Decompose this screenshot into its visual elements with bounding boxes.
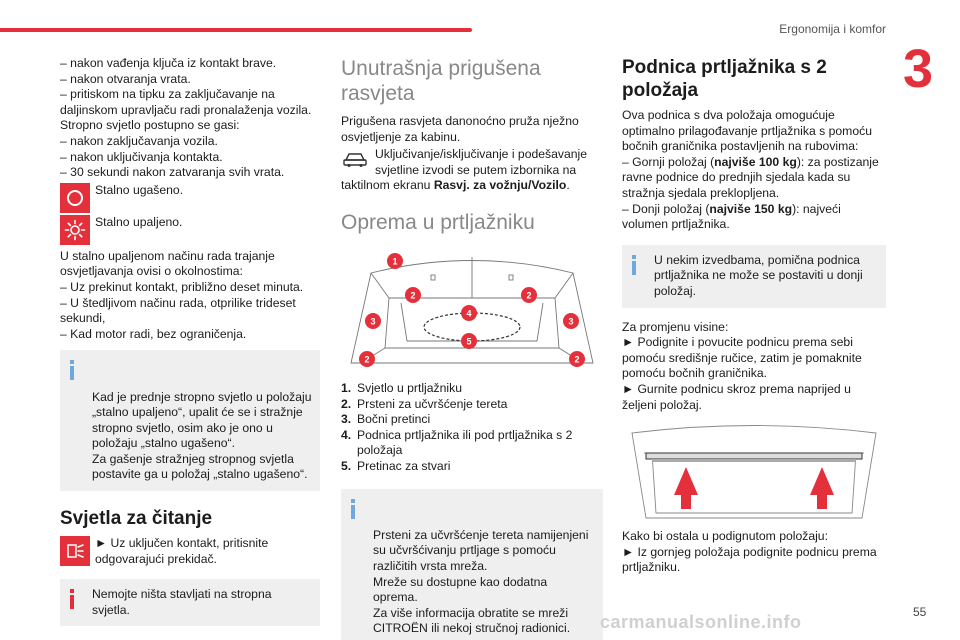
floor-intro: Ova podnica s dva položaja omogućuje optimalno prilagođavanje prtljažnika s pomoću bočnih graničnika postavljenih na rubovima: [622, 108, 872, 154]
info-box [622, 245, 886, 308]
item-text: Podnica prtljažnika ili pod prtljažnika s 2 položaja [357, 427, 573, 458]
mode-on-label: Stalno upaljeno. [95, 214, 183, 229]
mode-off-row [60, 183, 320, 213]
floor-diagram [622, 423, 886, 523]
callout-2-label: 2 [526, 290, 532, 301]
boot-equipment-illustration [341, 243, 603, 373]
permanent-mode-text [60, 249, 320, 343]
mode-off-label: Stalno ugašeno. [95, 182, 184, 197]
callout-4-label: 4 [466, 308, 472, 319]
watermark: carmanualsonline.info [600, 612, 802, 632]
list-item [341, 397, 603, 413]
text-line: – Kad motor radi, bez ograničenja. [60, 326, 247, 341]
lower-position-text [622, 202, 886, 233]
boot-equipment-heading: Oprema u prtljažniku [341, 210, 535, 234]
reading-light-icon [60, 536, 90, 566]
sun-on-icon [60, 215, 90, 245]
change-height-text [622, 320, 886, 414]
boot-diagram [341, 243, 603, 373]
text-line: Kako bi ostala u podignutom položaju: [622, 529, 828, 544]
raised-position-text [622, 529, 886, 576]
warning-icon [70, 589, 74, 607]
column-3 [622, 56, 886, 576]
list-item [341, 412, 603, 428]
callout-2-label: 2 [364, 354, 370, 365]
info-box [341, 489, 603, 640]
callout-3-label: 3 [568, 316, 574, 327]
info-text: U nekim izvedbama, pomična podnica prtljažnika ne može se postaviti u donji položaj. [654, 252, 863, 298]
ambient-para-2 [341, 147, 603, 194]
callout-5-label: 5 [466, 336, 472, 347]
text-line: Za promjenu visine: [622, 319, 729, 334]
column-1 [60, 56, 320, 626]
up-arrow-left-icon [674, 467, 698, 509]
info-text: Kad je prednje stropno svjetlo u položaju „stalno upaljeno“, upalit će se i stražnje stropno svjetlo, osim ako je ono u položaju „stalno ugašeno“. Za gašenje stražnjeg stropnog svjetla postavite ga u položaj „stalno ugašeno“. [92, 389, 312, 482]
ambient-para-2-text: Uključivanje/isključivanje i podešavanje svjetline izvodi se putem izbornika na taktilnom ekranu [341, 147, 588, 193]
car-settings-icon [341, 147, 369, 169]
list-item [341, 459, 603, 475]
text-line: – nakon uključivanja kontakta. [60, 149, 223, 164]
page-number: 55 [913, 605, 927, 619]
text-line: – nakon zaključavanja vozila. [60, 133, 218, 148]
callout-3-label: 3 [370, 316, 376, 327]
header-accent-bar [0, 28, 472, 32]
text-line: Stropno svjetlo postupno se gasi: [60, 118, 240, 133]
callout-2-label: 2 [574, 354, 580, 365]
ambient-para-2-end: . [566, 178, 570, 193]
reading-lights-heading: Svjetla za čitanje [60, 508, 213, 530]
item-text: Bočni pretinci [357, 412, 431, 427]
item-number: 1. [341, 380, 352, 395]
mode-on-row [60, 215, 320, 245]
info-text: Prsteni za učvršćenje tereta namijenjeni su učvršćivanju prtljage s pomoću različitih vrsta mreža. Mreže su dostupne kao dodatna oprema. Za više informacija obratite se mreži CITROËN ili nekoj stručnoj radionici. [373, 527, 589, 636]
upper-pre: – Gornji položaj ( [622, 154, 715, 169]
boot-floor-illustration [622, 423, 886, 523]
info-icon [632, 255, 636, 273]
callout-2-label: 2 [410, 290, 416, 301]
text-line: – U štedljivom načinu rada, otprilike trideset sekundi, [60, 295, 296, 326]
item-text: Prsteni za učvršćenje tereta [357, 396, 508, 411]
list-item [341, 428, 603, 459]
warning-box [60, 579, 320, 626]
lower-pre: – Donji položaj ( [622, 201, 710, 216]
lower-load-limit: najviše 150 kg [709, 201, 793, 216]
text-line: U stalno upaljenom načinu rada trajanje osvjetljavanja ovisi o okolnostima: [60, 248, 275, 279]
upper-post: ): za postizanje ravne podnice do prednjih sjedala kada su stražnja sjedala preklopljena. [622, 154, 879, 200]
column-2 [341, 56, 603, 640]
upper-load-limit: najviše 100 kg [714, 154, 797, 169]
lower-post: ): najveći volumen prtljažnika. [622, 201, 841, 232]
text-line: – nakon vađenja ključa iz kontakt brave. [60, 56, 277, 70]
text-line: – 30 sekundi nakon zatvaranja svih vrata. [60, 165, 285, 180]
item-number: 2. [341, 396, 352, 411]
ambient-lighting-heading: Unutrašnja prigušena rasvjeta [341, 57, 541, 105]
section-title: Ergonomija i komfor [779, 22, 886, 36]
upper-position-text [622, 155, 886, 202]
text-line: ► Iz gornjeg položaja podignite podnicu prema prtljažniku. [622, 544, 877, 575]
item-text: Pretinac za stvari [357, 458, 451, 473]
circle-off-icon [60, 183, 90, 213]
callout-1-label: 1 [392, 256, 398, 267]
text-line: – Uz prekinut kontakt, približno deset minuta. [60, 279, 304, 294]
item-text: Svjetlo u prtljažniku [357, 380, 462, 395]
reading-text: ► Uz uključen kontakt, pritisnite odgovarajući prekidač. [95, 536, 269, 566]
boot-items-list [341, 381, 603, 475]
text-line: ► Gurnite podnicu skroz prema naprijed u željeni položaj. [622, 381, 851, 412]
up-arrow-right-icon [810, 467, 834, 509]
warning-text: Nemojte ništa stavljati na stropna svjetla. [92, 587, 272, 617]
text-line: – nakon otvaranja vrata. [60, 71, 191, 86]
info-icon [70, 360, 74, 378]
floor-heading: Podnica prtljažnika s 2 položaja [622, 57, 827, 101]
info-icon [351, 499, 355, 517]
chapter-number: 3 [903, 39, 934, 99]
text-line: ► Podignite i povucite podnicu prema sebi pomoću središnje ručice, zatim je pomaknite pomoću bočnih graničnika. [622, 335, 862, 381]
ambient-para-1: Prigušena rasvjeta danonoćno pruža nježno osvjetljenje za kabinu. [341, 114, 579, 144]
text-line: – pritiskom na tipku za zaključavanje na daljinskom upravljaču radi pronalaženja vozila. [60, 87, 312, 117]
item-number: 5. [341, 458, 352, 473]
info-box [60, 350, 320, 491]
lights-on-list [60, 56, 320, 181]
item-number: 3. [341, 412, 352, 427]
reading-row [60, 536, 320, 567]
item-number: 4. [341, 427, 352, 442]
list-item [341, 381, 603, 397]
menu-path-label: Rasvj. za vožnju/Vozilo [433, 178, 567, 193]
